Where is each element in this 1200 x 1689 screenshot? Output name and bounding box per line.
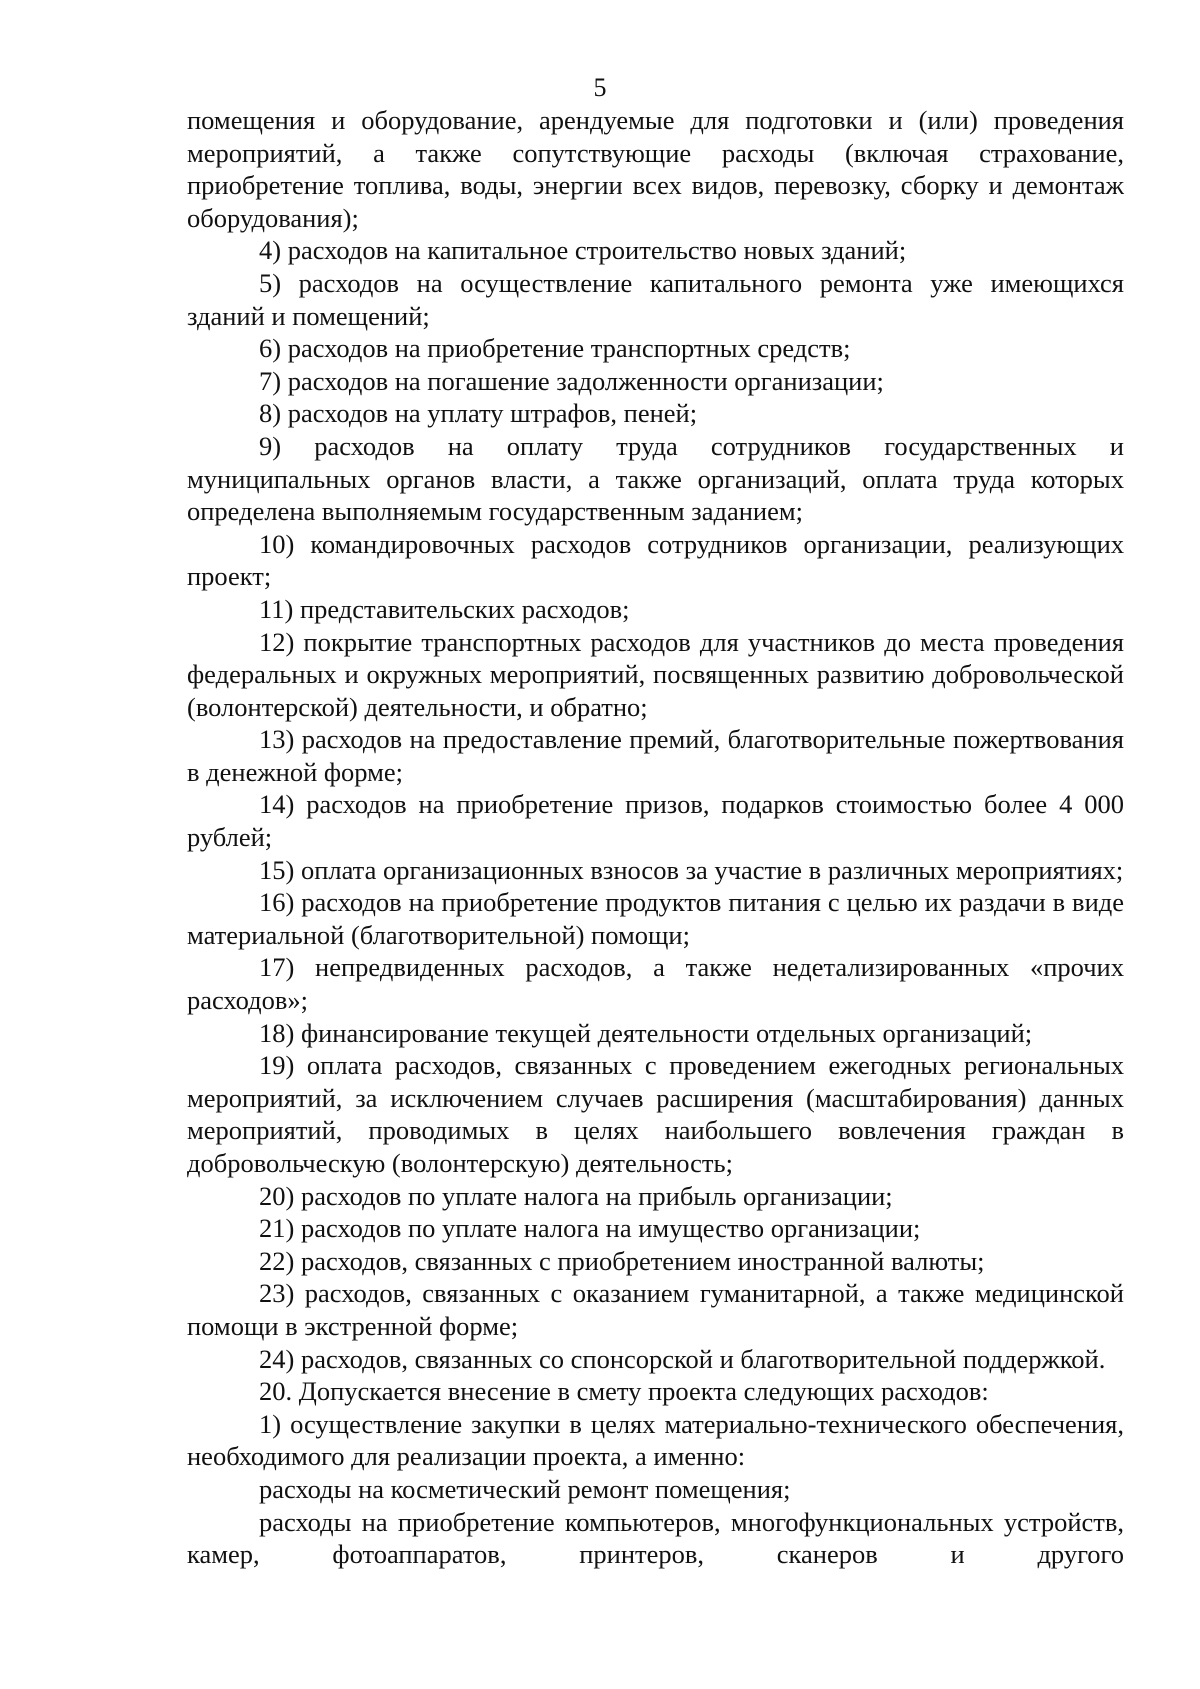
list-item-17: 17) непредвиденных расходов, а также недетализированных «прочих расходов»; — [187, 952, 1124, 1016]
list-item-21: 21) расходов по уплате налога на имущество организации; — [259, 1213, 921, 1244]
page-number: 5 — [593, 73, 607, 102]
list-item-10: 10) командировочных расходов сотрудников организации, реализующих проект; — [187, 528, 1124, 592]
list-item-15: 15) оплата организационных взносов за участие в различных мероприятиях; — [259, 854, 1124, 885]
list-item-5: 5) расходов на осуществление капитального ремонта уже имеющихся зданий и помещений; — [187, 267, 1124, 331]
list-item-11: 11) представительских расходов; — [259, 593, 630, 624]
list-item-24: 24) расходов, связанных со спонсорской и благотворительной поддержкой. — [259, 1343, 1106, 1374]
list-item-12: 12) покрытие транспортных расходов для участников до места проведения федеральных и окружных мероприятий, посвященных развитию добровольческой (волонтерской) деятельности, и обратно; — [187, 626, 1124, 722]
list-item-9: 9) расходов на оплату труда сотрудников государственных и муниципальных органов власти, а также организаций, оплата труда которых определена выполняемым государственным заданием; — [187, 430, 1124, 527]
list-item-20: 20) расходов по уплате налога на прибыль организации; — [259, 1180, 893, 1211]
list-item-4: 4) расходов на капитальное строительство новых зданий; — [259, 235, 907, 266]
list-item-22: 22) расходов, связанных с приобретением иностранной валюты; — [259, 1245, 985, 1276]
document-body — [187, 104, 1124, 1571]
paragraph-continuation: помещения и оборудование, арендуемые для подготовки и (или) проведения мероприятий, а также сопутствующие расходы (включая страхование, приобретение топлива, воды, энергии всех видов, перевозку, сборку и демонтаж оборудования); — [187, 105, 1124, 233]
section-20-item-1: 1) осуществление закупки в целях материально-технического обеспечения, необходимого для реализации проекта, а именно: — [187, 1408, 1124, 1472]
list-item-14: 14) расходов на приобретение призов, подарков стоимостью более 4 000 рублей; — [187, 789, 1124, 853]
list-item-19: 19) оплата расходов, связанных с проведением ежегодных региональных мероприятий, за исключением случаев расширения (масштабирования) данных мероприятий, проводимых в целях наибольшего вовлечения граждан в добровольческую (волонтерскую) деятельность; — [187, 1050, 1124, 1178]
expense-cosmetic-repair: расходы на косметический ремонт помещения; — [259, 1473, 791, 1504]
list-item-8: 8) расходов на уплату штрафов, пеней; — [259, 398, 698, 429]
list-item-16: 16) расходов на приобретение продуктов питания с целью их раздачи в виде материальной (благотворительной) помощи; — [187, 887, 1124, 950]
list-item-6: 6) расходов на приобретение транспортных средств; — [259, 333, 851, 364]
expense-equipment-purchase: расходы на приобретение компьютеров, многофункциональных устройств, камер, фотоаппаратов, принтеров, сканеров и другого — [187, 1506, 1124, 1570]
section-20-heading: 20. Допускается внесение в смету проекта следующих расходов: — [259, 1376, 989, 1407]
list-item-23: 23) расходов, связанных с оказанием гуманитарной, а также медицинской помощи в экстренной форме; — [187, 1278, 1124, 1341]
list-item-18: 18) финансирование текущей деятельности отдельных организаций; — [259, 1017, 1033, 1048]
list-item-13: 13) расходов на предоставление премий, благотворительные пожертвования в денежной форме; — [187, 724, 1124, 787]
list-item-7: 7) расходов на погашение задолженности организации; — [259, 365, 884, 396]
